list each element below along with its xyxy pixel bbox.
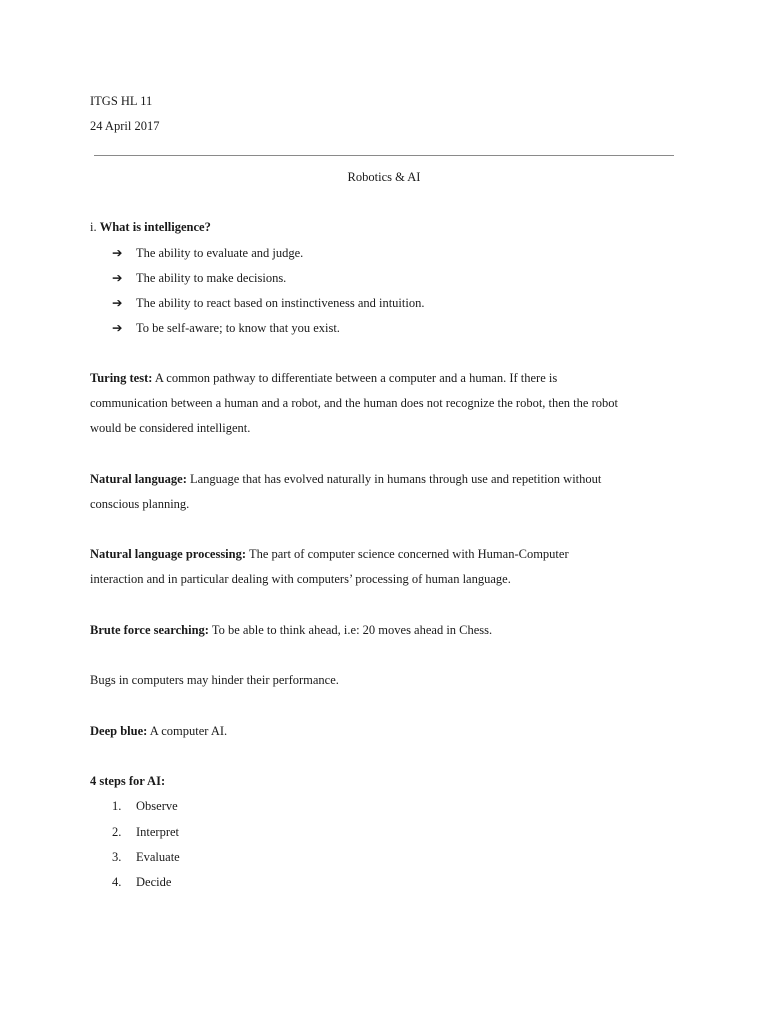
paragraph-line: conscious planning. bbox=[90, 497, 190, 511]
question-prefix: i. bbox=[90, 220, 97, 234]
steps-heading-text: 4 steps for AI: bbox=[90, 774, 166, 788]
date-label: 24 April 2017 bbox=[90, 119, 160, 133]
paragraph-line: The part of computer science concerned with Human-Computer bbox=[248, 547, 569, 561]
course-label: ITGS HL 11 bbox=[90, 94, 153, 108]
deep-blue-paragraph bbox=[90, 719, 690, 744]
turing-test-paragraph bbox=[90, 366, 690, 441]
list-item bbox=[112, 875, 171, 890]
paragraph-line: interaction and in particular dealing with computers’ processing of human language. bbox=[90, 572, 511, 586]
list-item bbox=[112, 825, 179, 840]
list-item bbox=[112, 320, 340, 336]
list-number: 4. bbox=[112, 875, 122, 889]
document-title: Robotics & AI bbox=[347, 170, 421, 184]
list-item bbox=[112, 245, 303, 261]
bullet-text: The ability to evaluate and judge. bbox=[136, 246, 304, 260]
brute-force-term: Brute force searching: bbox=[90, 623, 209, 637]
bullet-text: To be self-aware; to know that you exist. bbox=[136, 321, 340, 335]
paragraph-line: communication between a human and a robot, and the human does not recognize the robot, then the robot bbox=[90, 396, 618, 410]
list-number: 2. bbox=[112, 825, 122, 839]
horizontal-rule bbox=[94, 155, 674, 156]
list-item bbox=[112, 295, 424, 311]
paragraph-line: A computer AI. bbox=[149, 724, 228, 738]
bullet-text: The ability to make decisions. bbox=[136, 271, 287, 285]
natural-language-paragraph bbox=[90, 467, 690, 517]
list-number: 3. bbox=[112, 850, 122, 864]
arrow-bullet-icon: ➔ bbox=[112, 246, 123, 260]
natural-language-term: Natural language: bbox=[90, 472, 187, 486]
steps-heading bbox=[90, 774, 165, 789]
list-item bbox=[112, 799, 178, 814]
paragraph-line: Bugs in computers may hinder their performance. bbox=[90, 673, 339, 687]
list-item bbox=[112, 850, 180, 865]
list-number: 1. bbox=[112, 799, 122, 813]
paragraph-line: A common pathway to differentiate between a computer and a human. If there is bbox=[154, 371, 558, 385]
list-text: Decide bbox=[136, 875, 172, 889]
arrow-bullet-icon: ➔ bbox=[112, 321, 123, 335]
arrow-bullet-icon: ➔ bbox=[112, 271, 123, 285]
paragraph-line: would be considered intelligent. bbox=[90, 421, 251, 435]
question-text: What is intelligence? bbox=[99, 220, 211, 234]
brute-force-paragraph bbox=[90, 618, 690, 643]
bullet-text: The ability to react based on instinctiveness and intuition. bbox=[136, 296, 425, 310]
turing-term: Turing test: bbox=[90, 371, 153, 385]
paragraph-line: To be able to think ahead, i.e: 20 moves ahead in Chess. bbox=[211, 623, 493, 637]
list-text: Observe bbox=[136, 799, 178, 813]
deep-blue-term: Deep blue: bbox=[90, 724, 148, 738]
list-item bbox=[112, 270, 286, 286]
list-text: Interpret bbox=[136, 825, 180, 839]
list-text: Evaluate bbox=[136, 850, 180, 864]
paragraph-line: Language that has evolved naturally in humans through use and repetition without bbox=[190, 472, 602, 486]
question-heading bbox=[90, 220, 211, 235]
nlp-term: Natural language processing: bbox=[90, 547, 247, 561]
nlp-paragraph bbox=[90, 542, 690, 592]
bugs-paragraph bbox=[90, 668, 690, 693]
arrow-bullet-icon: ➔ bbox=[112, 296, 123, 310]
